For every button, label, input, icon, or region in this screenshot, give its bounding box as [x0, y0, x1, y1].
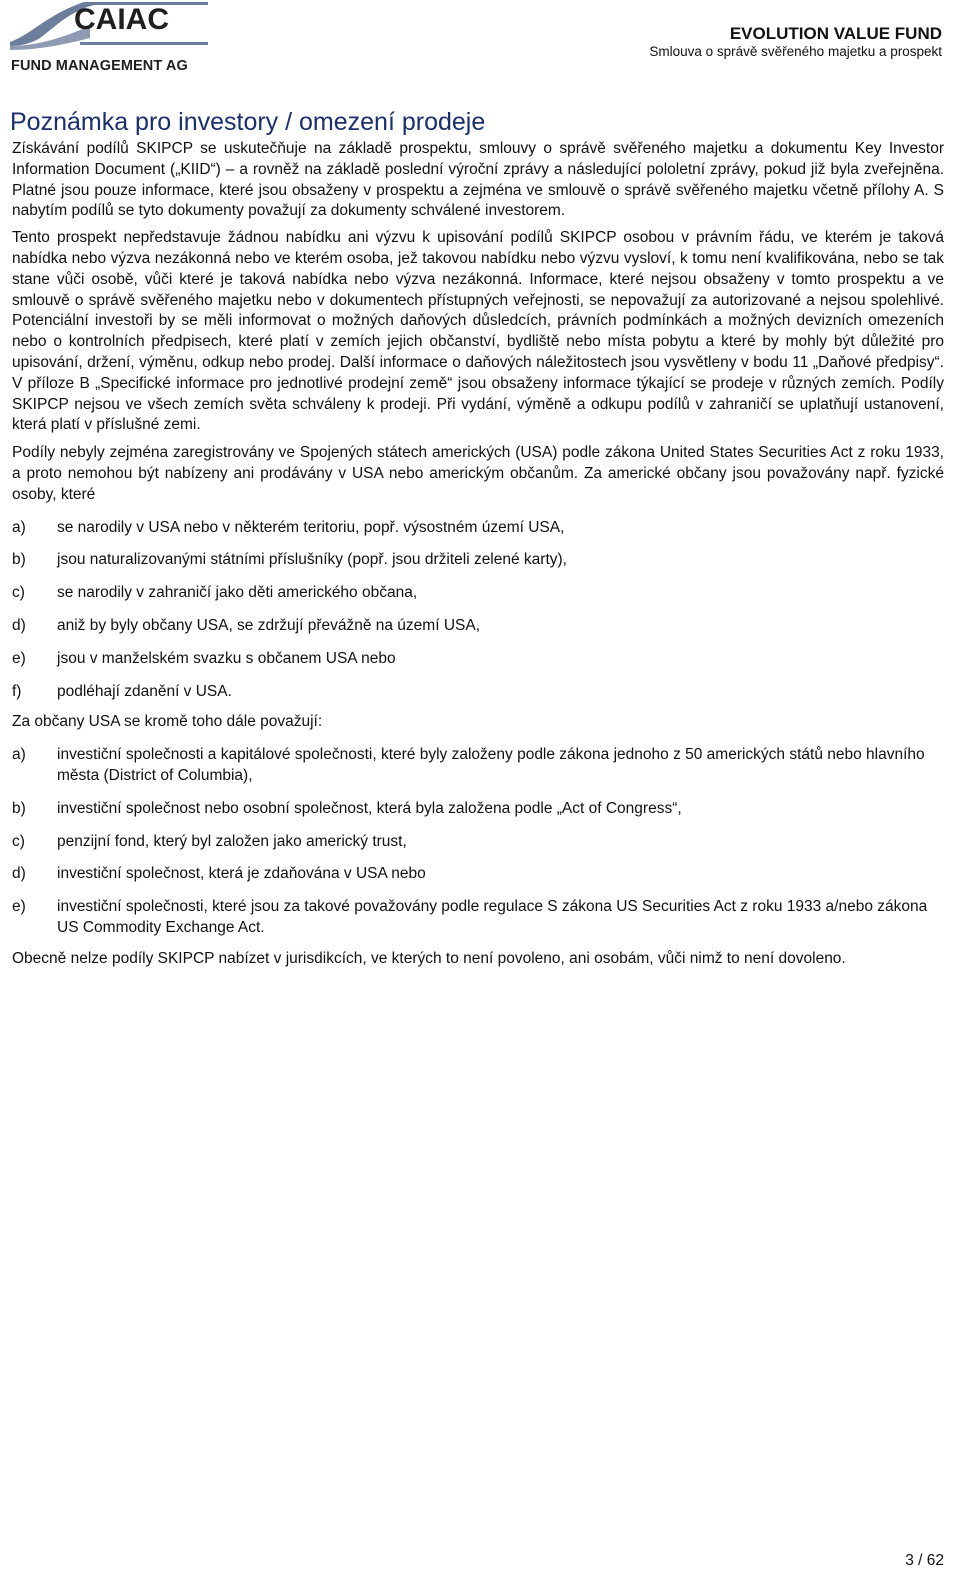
page-number: 3 / 62: [905, 1552, 944, 1569]
list-item: a) se narodily v USA nebo v některém teritoriu, popř. výsostném území USA,: [12, 518, 565, 536]
paragraph-us-persons: Podíly nebyly zejména zaregistrovány ve Spojených státech amerických (USA) podle zákona United States Securities Act z roku 1933, a proto nemohou být nabízeny ani prodávány v USA nebo americkým občanům. Za americké občany jsou považovány např. fyzické osoby, které: [12, 444, 944, 503]
fund-name: EVOLUTION VALUE FUND: [729, 24, 942, 43]
paragraph-jurisdiction: Obecně nelze podíly SKIPCP nabízet v jurisdikcích, ve kterých to není povoleno, ani osobám, vůči nimž to není dovoleno.: [12, 949, 846, 967]
list-item: d) investiční společnost, která je zdaňována v USA nebo: [12, 865, 426, 883]
fund-header: [649, 24, 942, 60]
us-persons-list: [12, 518, 944, 703]
list-item: c) penzijní fond, který byl založen jako americký trust,: [12, 832, 407, 850]
list-item: e) investiční společnosti, které jsou za takové považovány podle regulace S zákona US Securities Act z roku 1933 a/nebo zákona US Commodity Exchange Act.: [12, 898, 928, 936]
list-item: c) se narodily v zahraničí jako děti amerického občana,: [12, 584, 418, 602]
company-logo: [10, 0, 214, 76]
paragraph-intro: Získávání podílů SKIPCP se uskutečňuje na základě prospektu, smlouvy o správě svěřeného majetku a dokumentu Key Investor Information Document („KIID“) – a rovněž na základě poslední výroční zprávy a následující pololetní zprávy, pokud již byla zveřejněna. Platné jsou pouze informace, které jsou obsaženy v prospektu a zejména ve smlouvě o správě svěřeného majetku včetně přílohy A. S nabytím podílů se tyto dokumenty považují za dokumenty schválené investorem.: [12, 140, 944, 220]
logo-text: CAIAC: [74, 3, 169, 36]
list-item: b) investiční společnost nebo osobní společnost, která byla založena podle „Act of Congress“,: [12, 799, 682, 817]
logo-swoosh-icon: [10, 0, 214, 60]
list-item: d) aniž by byly občany USA, se zdržují převážně na území USA,: [12, 616, 481, 634]
us-entities-list: [12, 745, 944, 939]
document-body: [12, 139, 944, 970]
list-item: a) investiční společnosti a kapitálové společnosti, které byly založeny podle zákona jednoho z 50 amerických států nebo hlavního města (District of Columbia),: [12, 746, 925, 784]
list-item: f) podléhají zdanění v USA.: [12, 682, 232, 700]
paragraph-offer-restriction: Tento prospekt nepředstavuje žádnou nabídku ani výzvu k upisování podílů SKIPCP osobou v právním řádu, ve kterém je taková nabídka nebo výzva nezákonná nebo ve kterém osoba, jež takovou nabídku nebo výzvu vysloví, k tomu není kvalifikována, nebo se tak stane vůči osobě, vůči které je taková nabídka nebo výzva nezákonná. Informace, které nejsou obsaženy v tomto prospektu a ve smlouvě o správě svěřeného majetku nebo v dokumentech přístupných veřejnosti, se nepovažují za autorizované a nejsou spolehlivé. Potenciální investoři by se měli informovat o možných daňových důsledcích, právních podmínkách a možných devizních omezeních nebo o kontrolních předpisech, které platí v zemích jejich občanství, bydliště nebo místa pobytu a které by mohly být důležité pro upisování, držení, výměnu, odkup nebo prodej. Další informace o daňových náležitostech jsou vysvětleny v bodu 11 „Daňové předpisy“. V příloze B „Specifické informace pro jednotlivé prodejní země“ jsou obsaženy informace týkající se prodeje v různých zemích. Podíly SKIPCP nejsou ve všech zemích světa schváleny k prodeji. Při vydání, výměně a odkupu podílů v zahraničí se uplatňují ustanovení, která platí v příslušné zemi.: [12, 229, 944, 434]
list-item: b) jsou naturalizovanými státními příslušníky (popř. jsou držiteli zelené karty),: [12, 551, 567, 569]
fund-subtitle: Smlouva o správě svěřeného majetku a prospekt: [649, 44, 942, 59]
list-item: e) jsou v manželském svazku s občanem USA nebo: [12, 649, 396, 667]
logo-subtitle: FUND MANAGEMENT AG: [11, 58, 188, 74]
paragraph-additional-us: Za občany USA se kromě toho dále považují:: [12, 713, 323, 731]
page-title: Poznámka pro investory / omezení prodeje: [10, 108, 486, 136]
